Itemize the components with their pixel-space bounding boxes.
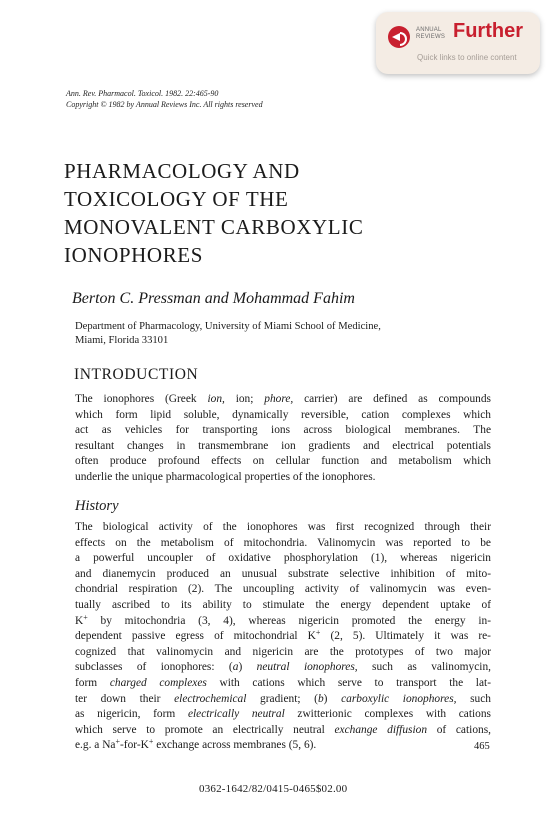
citation-line: Ann. Rev. Pharmacol. Toxicol. 1982. 22:465-90	[66, 89, 219, 98]
paragraph-line: which serve to promote an electrically neutral exchange diffusion of cations,	[75, 723, 491, 736]
badge-subtitle: Quick links to online content	[417, 53, 517, 62]
paragraph-line: form charged complexes with cations which serve to transport the lat-	[75, 676, 491, 689]
title-line: PHARMACOLOGY AND	[64, 159, 300, 183]
paragraph-line: The ionophores (Greek ion, ion; phore, carrier) are defined as compounds	[75, 393, 491, 405]
title-line: MONOVALENT CARBOXYLIC	[64, 215, 364, 239]
journal-citation	[66, 89, 263, 110]
history-paragraph	[75, 520, 491, 754]
paragraph-line: and dianemycin produced an unusual substrate selective inhibition of mito-	[75, 567, 491, 580]
badge-brand-text: ANNUAL REVIEWS	[416, 27, 446, 40]
section-heading-introduction: INTRODUCTION	[74, 366, 199, 383]
paragraph-line: underlie the unique pharmacological properties of the ionophores.	[75, 470, 376, 483]
paragraph-line: which form lipid soluble, dynamically reversible, cation complexes which	[75, 408, 491, 421]
paragraph-line: act as vehicles for transporting ions across biological membranes. The	[75, 424, 491, 437]
paragraph-line: as nigericin, form electrically neutral zwitterionic complexes with cations	[75, 708, 491, 721]
paragraph-line: dependent passive egress of mitochondrial K+ (2, 5). Ultimately it was re-	[75, 629, 491, 643]
page-number: 465	[474, 741, 490, 752]
paragraph-line: subclasses of ionophores: (a) neutral ionophores, such as valinomycin,	[75, 661, 491, 674]
article-authors: Berton C. Pressman and Mohammad Fahim	[72, 290, 355, 307]
introduction-paragraph	[75, 392, 491, 486]
affiliation-line: Miami, Florida 33101	[75, 335, 169, 346]
affiliation-line: Department of Pharmacology, University of Miami School of Medicine,	[75, 321, 381, 332]
paragraph-line: tually ascribed to its ability to stimulate the energy dependent uptake of	[75, 598, 491, 611]
copyright-line: Copyright © 1982 by Annual Reviews Inc. All rights reserved	[66, 99, 263, 109]
annual-reviews-further-badge[interactable]	[376, 12, 540, 74]
paragraph-line: resultant changes in transmembrane ion gradients and electrical potentials	[75, 439, 491, 452]
footer-article-code: 0362-1642/82/0415-0465$02.00	[199, 783, 348, 795]
subheading-history: History	[75, 498, 119, 514]
paragraph-line: ter down their electrochemical gradient; (b) carboxylic ionophores, such	[75, 692, 491, 705]
paragraph-line: a powerful uncoupler of oxidative phosphorylation (1), whereas nigericin	[75, 552, 491, 565]
badge-further-label: Further	[453, 20, 523, 42]
article-title	[64, 157, 363, 269]
paragraph-line: effects on the metabolism of mitochondria. Valinomycin was reported to be	[75, 536, 491, 549]
paragraph-line: often produce profound effects on cellular function and metabolism which	[75, 455, 491, 468]
paragraph-line: chondrial respiration (2). The uncoupling activity of valinomycin was even-	[75, 583, 491, 596]
annual-reviews-logo-icon	[388, 26, 410, 48]
paragraph-line: K+ by mitochondria (3, 4), whereas nigericin promoted the energy in-	[75, 613, 491, 627]
paragraph-line: e.g. a Na+-for-K+ exchange across membranes (5, 6).	[75, 738, 317, 752]
title-line: TOXICOLOGY OF THE	[64, 187, 289, 211]
paragraph-line: The biological activity of the ionophores was first recognized through their	[75, 521, 491, 533]
paragraph-line: cognized that valinomycin and nigericin are the prototypes of two major	[75, 645, 491, 658]
title-line: IONOPHORES	[64, 243, 204, 267]
author-affiliation	[75, 320, 381, 348]
